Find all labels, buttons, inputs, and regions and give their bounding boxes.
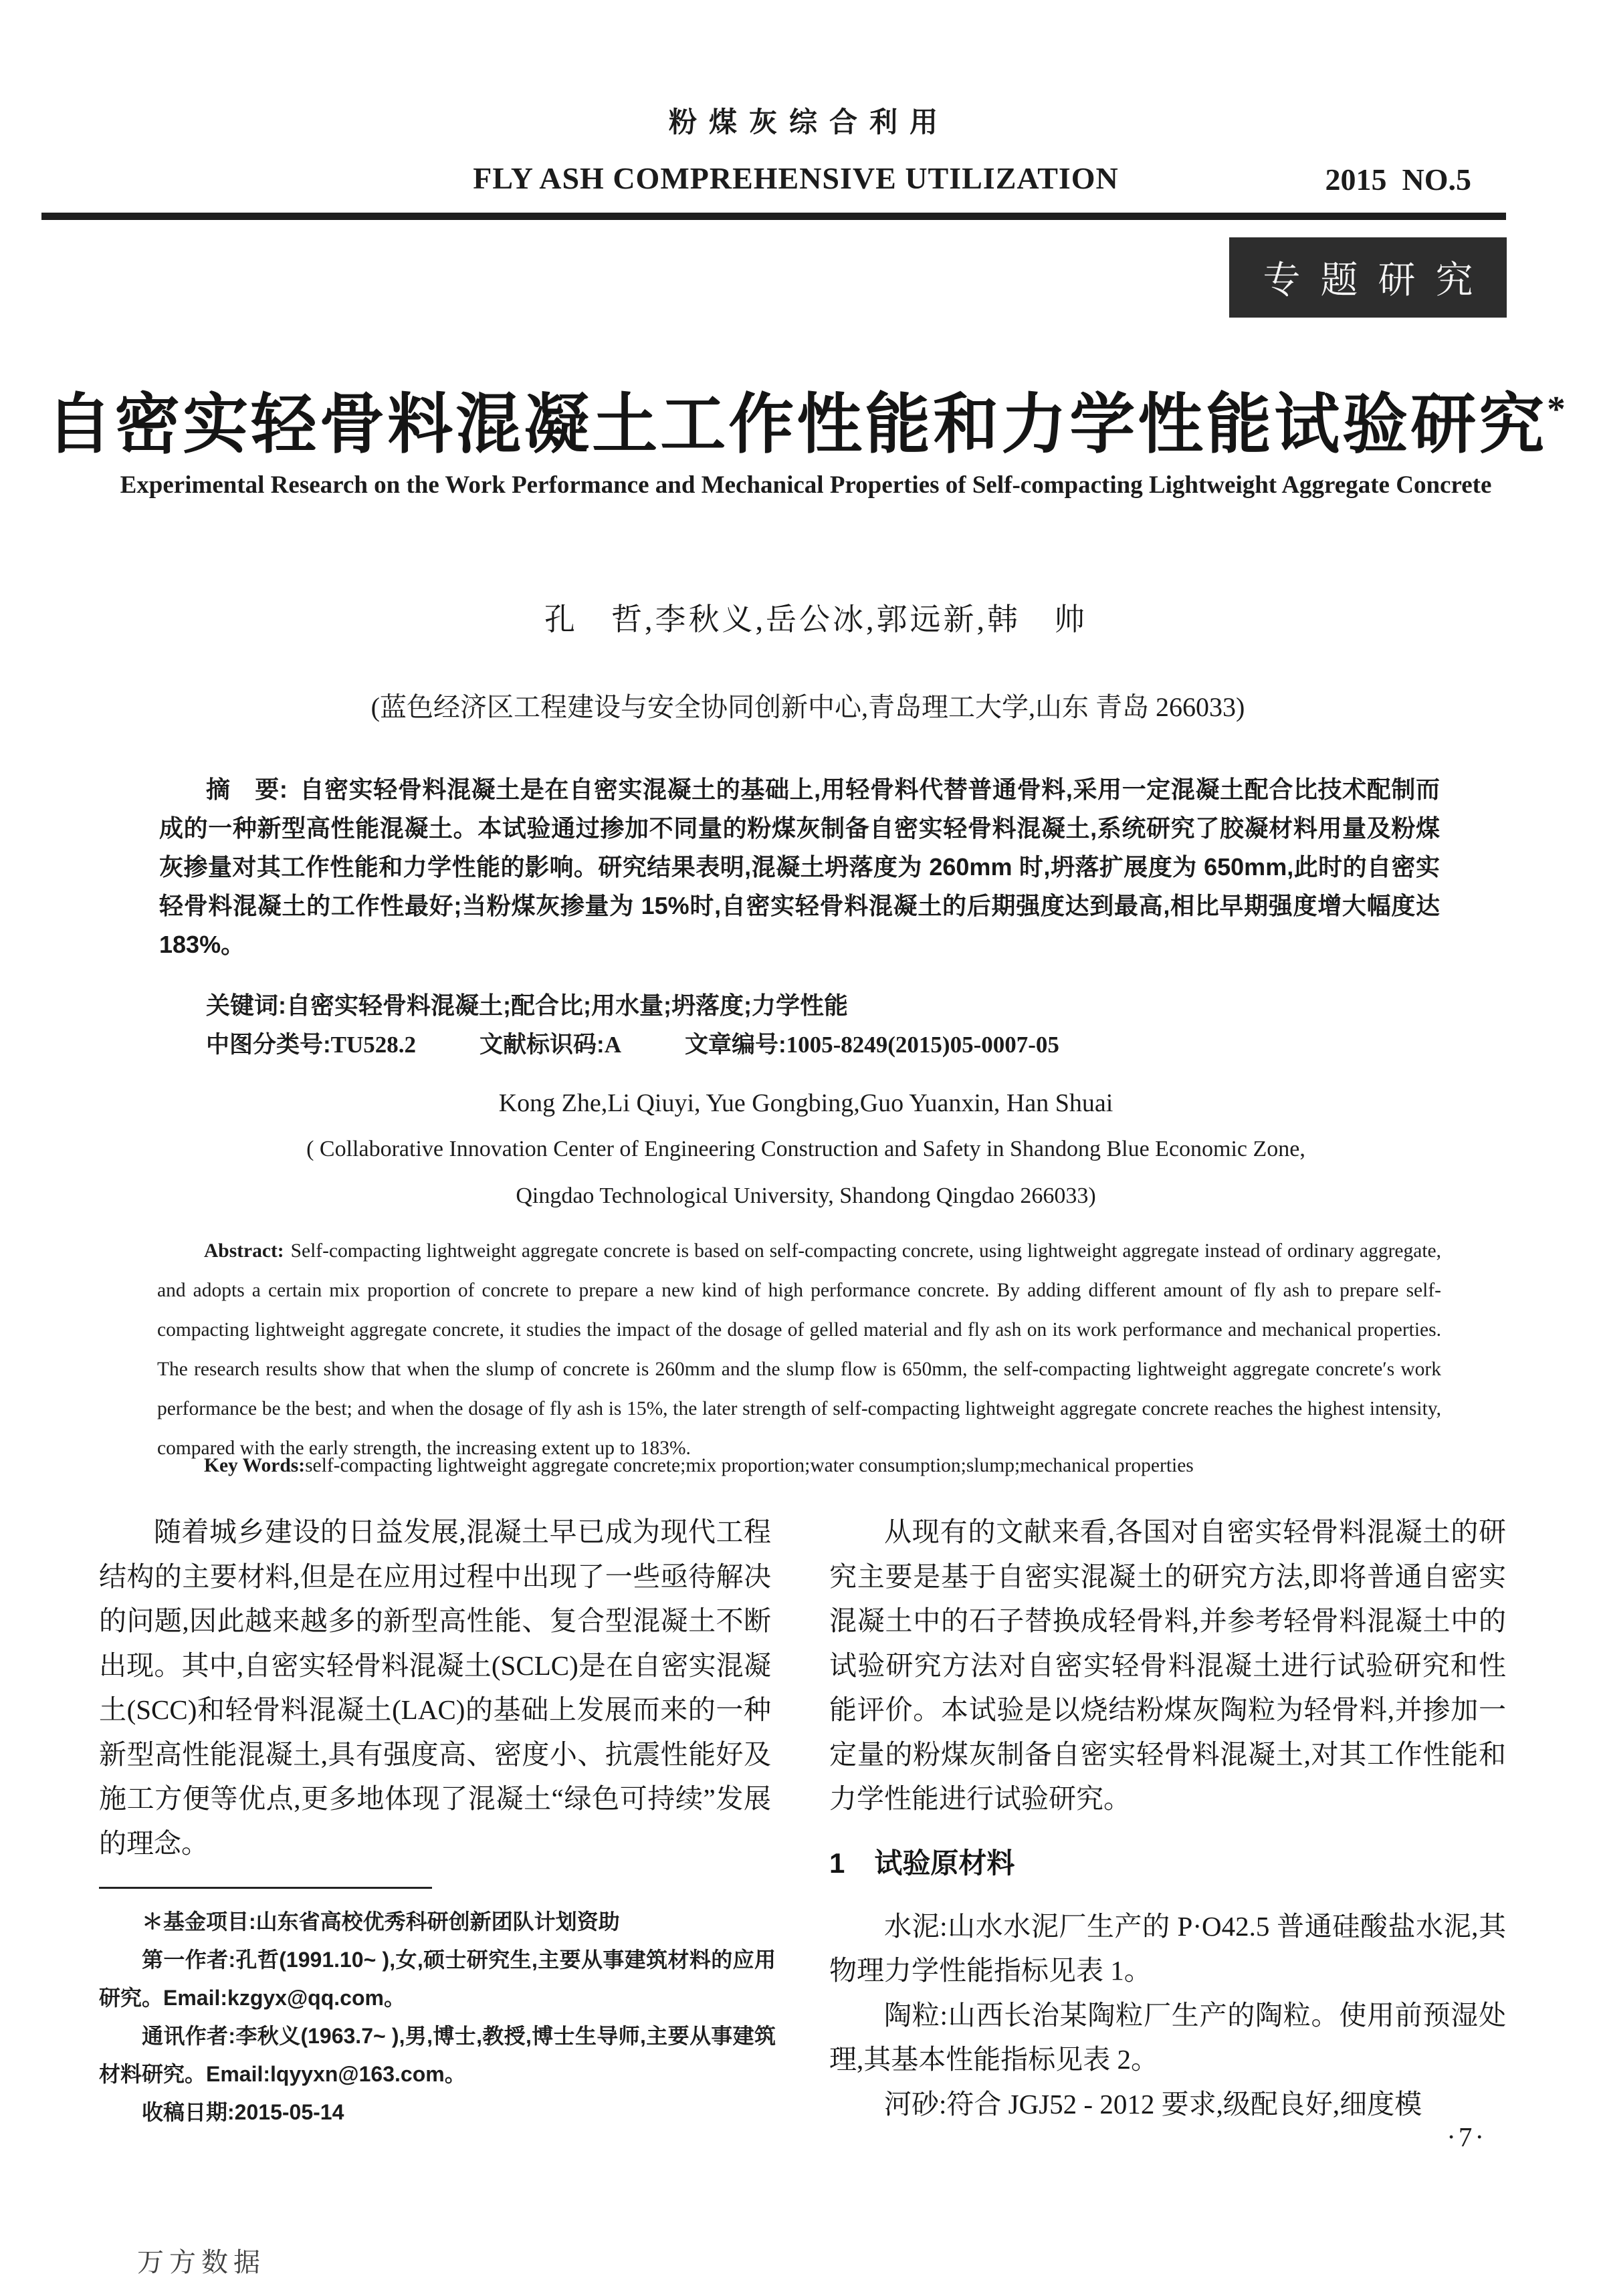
journal-name-en: FLY ASH COMPREHENSIVE UTILIZATION (473, 161, 1119, 195)
affiliation-en-line1: ( Collaborative Innovation Center of Engineering Construction and Safety in Shandong Blue Economic Zone, (306, 1137, 1305, 1161)
keywords-cn-label: 关键词: (206, 992, 286, 1019)
footnote-fund (99, 1903, 776, 1941)
footnote-received-date-label: 收稿日期: (142, 2100, 235, 2124)
footnote-received-date-text: 2015-05-14 (234, 2100, 344, 2124)
title-footnote-mark: * (1547, 388, 1566, 429)
affiliation-en-line2: Qingdao Technological University, Shandong Qingdao 266033) (516, 1183, 1096, 1208)
footnote-first-author-label: 第一作者: (142, 1948, 236, 1972)
section-1-title: 试验原材料 (874, 1847, 1015, 1879)
section-badge-label: 专题研究 (1263, 260, 1493, 302)
abstract-en (157, 1232, 1441, 1468)
classification-row (159, 1026, 1440, 1060)
body-left-paragraph: 随着城乡建设的日益发展,混凝土早已成为现代工程结构的主要材料,但是在应用过程中出现了一些亟待解决的问题,因此越来越多的新型高性能、复合型混凝土不断出现。其中,自密实轻骨料混凝土(SCLC)是在自密实混凝土(SCC)和轻骨料混凝土(LAC)的基础上发展而来的一种新型高性能混凝土,具有强度高、密度小、抗震性能好及施工方便等优点,更多地体现了混凝土“绿色可持续”发展的理念。 (99, 1516, 771, 1859)
journal-name-cn: 粉煤灰综合利用 (668, 106, 950, 138)
page-number: ·7· (1447, 2121, 1487, 2152)
keywords-cn-text: 自密实轻骨料混凝土;配合比;用水量;坍落度;力学性能 (286, 992, 848, 1019)
body-right-paragraph: 从现有的文献来看,各国对自密实轻骨料混凝土的研究主要是基于自密实混凝土的研究方法,即将普通自密实混凝土中的石子替换成轻骨料,并参考轻骨料混凝土中的试验研究方法对自密实轻骨料混凝土进行试验研究和性能评价。本试验是以烧结粉煤灰陶粒为轻骨料,并掺加一定量的粉煤灰制备自密实轻骨料混凝土,对其工作性能和力学性能进行试验研究。 (829, 1516, 1506, 1814)
abstract-cn (159, 770, 1440, 964)
authors-en: Kong Zhe,Li Qiuyi, Yue Gongbing,Guo Yuanxin, Han Shuai (498, 1089, 1113, 1117)
footnote-fund-label: ＊基金项目: (142, 1910, 256, 1934)
article-title-en: Experimental Research on the Work Performance and Mechanical Properties of Self-compacting Lightweight Aggregate Concrete (120, 471, 1492, 499)
header-rule (41, 213, 1506, 220)
keywords-cn (159, 987, 1440, 1021)
clc-label: 中图分类号: (206, 1032, 331, 1058)
section-1-heading (829, 1841, 1506, 1881)
footnote-block (99, 1903, 776, 2132)
paragraph-ceramsite: 陶粒:山西长治某陶粒厂生产的陶粒。使用前预湿处理,其基本性能指标见表 2。 (829, 1999, 1506, 2075)
body-column-left (99, 1510, 771, 1865)
article-title (46, 372, 1566, 466)
doc-code-label: 文献标识码: (480, 1032, 605, 1058)
article-id-value: 1005-8249(2015)05-0007-05 (786, 1032, 1059, 1058)
keywords-en (157, 1455, 1441, 1477)
footnote-corresponding-author-text: 李秋义(1963.7~ ),男,博士,教授,博士生导师,主要从事建筑材料研究。Email:lqyyxn@163.com。 (99, 2024, 776, 2086)
body-column-right (829, 1510, 1506, 2126)
doc-code-value: A (604, 1032, 621, 1058)
footnote-corresponding-author (99, 2017, 776, 2093)
paragraph-cement: 水泥:山水水泥厂生产的 P·O42.5 普通硅酸盐水泥,其物理力学性能指标见表 1。 (829, 1910, 1506, 1986)
watermark-wanfang: 万方数据 (137, 2247, 265, 2277)
affiliation-cn: (蓝色经济区工程建设与安全协同创新中心,青岛理工大学,山东 青岛 266033) (370, 692, 1245, 722)
abstract-cn-text: 自密实轻骨料混凝土是在自密实混凝土的基础上,用轻骨料代替普通骨料,采用一定混凝土配合比技术配制而成的一种新型高性能混凝土。本试验通过掺加不同量的粉煤灰制备自密实轻骨料混凝土,系统研究了胶凝材料用量及粉煤灰掺量对其工作性能和力学性能的影响。研究结果表明,混凝土坍落度为 260mm 时,坍落扩展度为 650mm,此时的自密实轻骨料混凝土的工作性最好;当粉煤灰掺量为 15%时,自密实轻骨料混凝土的后期强度达到最高,相比早期强度增大幅度达 183%。 (159, 776, 1440, 958)
footnote-fund-text: 山东省高校优秀科研创新团队计划资助 (255, 1910, 620, 1934)
journal-issue: 2015 NO.5 (1325, 162, 1471, 197)
paragraph-river-sand: 河砂:符合 JGJ52 - 2012 要求,级配良好,细度模 (884, 2088, 1422, 2119)
keywords-en-text: self-compacting lightweight aggregate concrete;mix proportion;water consumption;slump;mechanical properties (305, 1454, 1194, 1476)
footnote-first-author-text: 孔哲(1991.10~ ),女,硕士研究生,主要从事建筑材料的应用研究。Email:kzgyx@qq.com。 (99, 1948, 776, 2010)
clc-value: TU528.2 (330, 1032, 417, 1058)
footnote-first-author (99, 1941, 776, 2017)
abstract-cn-label: 摘 要: (206, 776, 288, 803)
authors-cn: 孔 哲,李秋义,岳公冰,郭远新,韩 帅 (544, 602, 1087, 637)
abstract-en-label: Abstract: (204, 1240, 284, 1262)
article-id-label: 文章编号: (684, 1032, 786, 1058)
footnote-corresponding-author-label: 通讯作者: (142, 2024, 236, 2048)
keywords-en-label: Key Words: (204, 1454, 306, 1476)
section-badge (1229, 237, 1507, 318)
footnote-received-date (99, 2093, 776, 2132)
article-title-text: 自密实轻骨料混凝土工作性能和力学性能试验研究 (46, 389, 1548, 461)
footnote-divider (99, 1887, 432, 1889)
abstract-en-text: Self-compacting lightweight aggregate concrete is based on self-compacting concrete, using lightweight aggregate instead of ordinary aggregate, and adopts a certain mix proportion of concrete to prepare a new kind of high performance concrete. By adding different amount of fly ash to prepare self-compacting lightweight aggregate concrete, it studies the impact of the dosage of gelled material and fly ash on its work performance and mechanical properties. The research results show that when the slump of concrete is 260mm and the slump flow is 650mm, the self-compacting lightweight aggregate concrete′s work performance be the best; and when the dosage of fly ash is 15%, the later strength of self-compacting lightweight aggregate concrete reaches the highest intensity, compared with the early strength, the increasing extent up to 183%. (157, 1240, 1441, 1459)
section-1-number: 1 (829, 1847, 845, 1879)
